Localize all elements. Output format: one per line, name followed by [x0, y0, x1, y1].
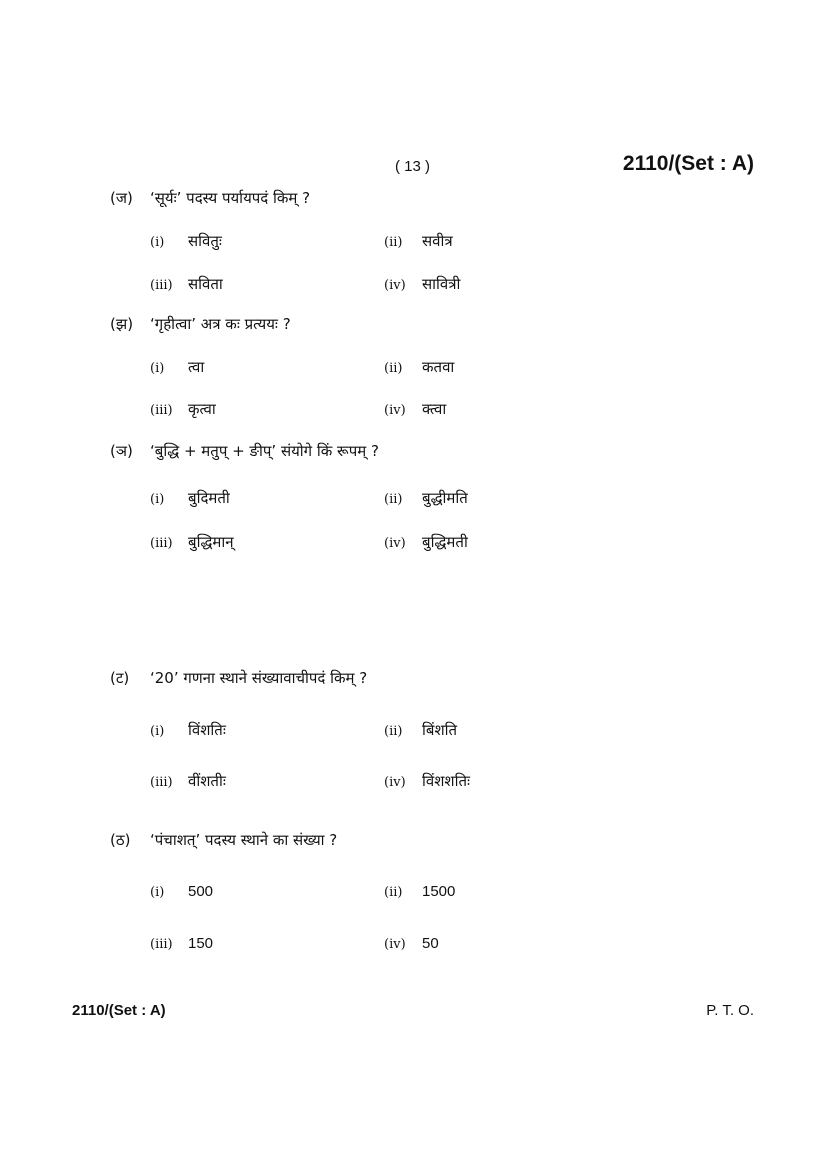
- option-label: (iv): [384, 536, 406, 551]
- question-text: ‘बुद्धि + मतुप् + ङीप्’ संयोगे किं रूपम् ?: [150, 442, 379, 460]
- option-jha-i: [150, 357, 204, 377]
- option-ja-i: [150, 231, 222, 251]
- option-label: (ii): [384, 235, 403, 250]
- question-ta: [110, 668, 367, 688]
- option-label: (iv): [384, 278, 406, 293]
- option-label: (i): [150, 724, 165, 739]
- option-label: (i): [150, 361, 165, 376]
- option-text: 50: [422, 935, 439, 952]
- option-text: कतवा: [422, 358, 455, 376]
- question-label: (ज): [110, 189, 133, 207]
- option-label: (i): [150, 235, 165, 250]
- option-text: बुदिमती: [188, 489, 230, 507]
- option-label: (iii): [150, 536, 173, 551]
- option-label: (iii): [150, 937, 173, 952]
- question-label: (ट): [110, 669, 130, 687]
- question-text: ‘पंचाशत्’ पदस्य स्थाने का संख्या ?: [150, 831, 338, 849]
- option-text: क्त्वा: [422, 400, 447, 418]
- option-text: त्वा: [188, 358, 205, 376]
- option-tha-iii: [150, 934, 213, 952]
- option-label: (iii): [150, 403, 173, 418]
- option-ta-i: [150, 720, 226, 740]
- option-ja-iv: [384, 274, 460, 294]
- option-tha-iv: [384, 934, 439, 952]
- option-nya-i: [150, 488, 230, 508]
- option-label: (iii): [150, 278, 173, 293]
- option-text: वींशतीः: [188, 772, 226, 790]
- option-text: सावित्री: [422, 275, 461, 293]
- option-text: बुद्धिमान्: [188, 533, 234, 551]
- option-text: बिंशति: [422, 721, 458, 739]
- option-label: (iii): [150, 775, 173, 790]
- question-text: ‘20’ गणना स्थाने संख्यावाचीपदं किम् ?: [150, 669, 368, 687]
- option-ta-iv: [384, 771, 470, 791]
- option-label: (iv): [384, 775, 406, 790]
- question-ja: [110, 188, 310, 208]
- option-text: सवीत्र: [422, 232, 453, 250]
- question-text: ‘गृहीत्वा’ अत्र कः प्रत्ययः ?: [150, 315, 291, 333]
- question-nya: [110, 441, 379, 461]
- question-label: (झ): [110, 315, 134, 333]
- option-text: बुद्धीमति: [422, 489, 468, 507]
- option-ja-iii: [150, 274, 223, 294]
- option-ta-ii: [384, 720, 457, 740]
- pto-label: P. T. O.: [706, 1002, 754, 1019]
- option-label: (iv): [384, 937, 406, 952]
- option-text: विंशशतिः: [422, 772, 471, 790]
- option-label: (iv): [384, 403, 406, 418]
- option-label: (ii): [384, 724, 403, 739]
- question-label: (ञ): [110, 442, 133, 460]
- option-label: (ii): [384, 885, 403, 900]
- option-text: 500: [188, 883, 214, 900]
- question-text: ‘सूर्यः’ पदस्य पर्यायपदं किम् ?: [150, 189, 311, 207]
- question-tha: [110, 830, 337, 850]
- option-text: कृत्वा: [188, 400, 216, 418]
- page-number: ( 13 ): [395, 158, 431, 175]
- option-text: विंशतिः: [188, 721, 226, 739]
- option-text: सवितुः: [188, 232, 222, 250]
- option-text: सविता: [188, 275, 223, 293]
- option-ta-iii: [150, 771, 226, 791]
- option-jha-ii: [384, 357, 454, 377]
- option-text: बुद्धिमती: [422, 533, 468, 551]
- option-nya-ii: [384, 488, 468, 508]
- option-tha-i: [150, 882, 213, 900]
- option-text: 1500: [422, 883, 456, 900]
- option-jha-iii: [150, 399, 216, 419]
- option-tha-ii: [384, 882, 455, 900]
- set-code-header: 2110/(Set : A): [622, 152, 754, 175]
- option-nya-iv: [384, 532, 468, 552]
- option-text: 150: [188, 935, 214, 952]
- set-code-footer: 2110/(Set : A): [72, 1002, 166, 1019]
- option-jha-iv: [384, 399, 446, 419]
- option-label: (i): [150, 492, 165, 507]
- option-ja-ii: [384, 231, 453, 251]
- question-label: (ठ): [110, 831, 131, 849]
- option-nya-iii: [150, 532, 234, 552]
- option-label: (ii): [384, 492, 403, 507]
- option-label: (ii): [384, 361, 403, 376]
- question-jha: [110, 314, 291, 334]
- option-label: (i): [150, 885, 165, 900]
